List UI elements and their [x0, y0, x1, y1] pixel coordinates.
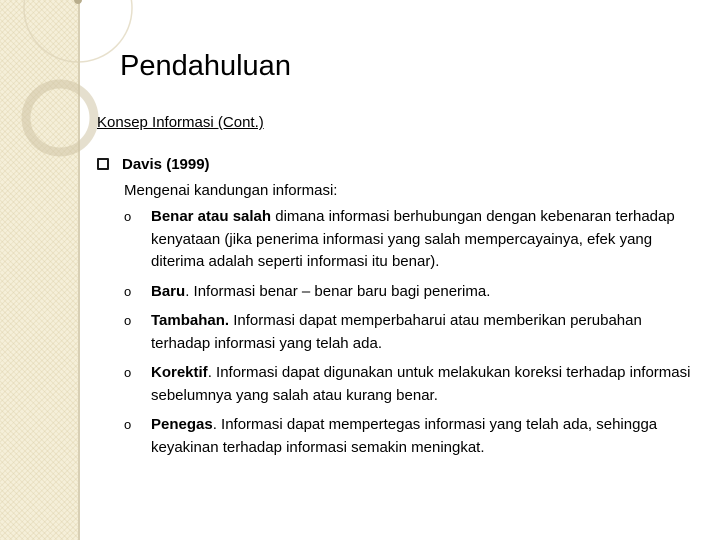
circle-bullet-icon: o — [124, 365, 132, 380]
list-item — [124, 310, 694, 355]
circle-bullet-icon: o — [124, 313, 132, 328]
checkbox-icon — [97, 158, 109, 170]
circle-bullet-icon: o — [124, 283, 132, 299]
list-item — [124, 362, 694, 407]
item-lead: Tambahan. — [151, 312, 230, 329]
intro-text: Mengenai kandungan informasi: — [124, 182, 338, 199]
slide-subtitle: Konsep Informasi (Cont.) — [97, 114, 264, 131]
item-text: . Informasi dapat mempertegas informasi yang telah ada, sehingga keyakinan terhadap informasi semakin meningkat. — [151, 416, 658, 456]
item-text: dimana informasi berhubungan dengan kebenaran terhadap kenyataan (jika penerima informasi yang salah mempercayainya, efek yang diterima adalah seperti informasi itu benar). — [151, 208, 675, 270]
item-lead: Benar atau salah — [151, 208, 272, 225]
section-label: Davis (1999) — [122, 155, 210, 173]
item-lead: Baru — [151, 282, 186, 300]
circle-bullet-icon: o — [124, 209, 132, 224]
list-item — [124, 414, 694, 459]
item-text: . Informasi benar – benar baru bagi penerima. — [185, 282, 491, 300]
item-text: Informasi dapat memperbaharui atau memberikan perubahan terhadap informasi yang telah ada. — [151, 312, 642, 352]
item-lead: Penegas — [151, 416, 213, 433]
content-list — [124, 206, 694, 466]
circle-bullet-icon: o — [124, 417, 132, 432]
item-text: . Informasi dapat digunakan untuk melakukan koreksi terhadap informasi sebelumnya yang salah atau kurang benar. — [151, 364, 691, 404]
section-heading — [97, 154, 210, 174]
list-item — [124, 281, 694, 304]
page-title: Pendahuluan — [120, 50, 291, 82]
list-item — [124, 206, 694, 274]
item-lead: Korektif — [151, 364, 208, 381]
